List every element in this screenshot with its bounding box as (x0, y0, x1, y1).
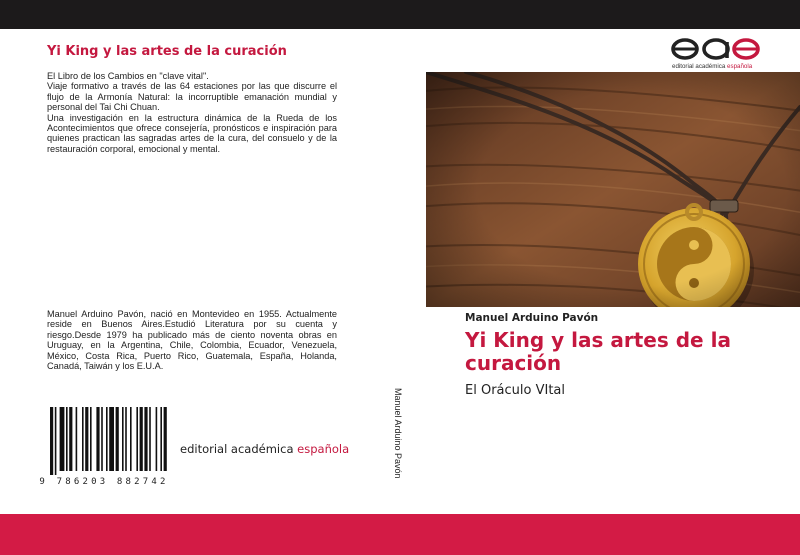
spine-author: Manuel Arduino Pavón (393, 388, 403, 479)
isbn-number: 9 786203 882742 (39, 477, 169, 487)
logo-caption-main: editorial académica (672, 63, 726, 70)
author-bio: Manuel Arduino Pavón, nació en Montevideo en 1955. Actualmente reside en Buenos Aires.Estudió Literatura por su cuenta y riesgo.Desde 1979 ha publicado más de ciento noventa obras en Uruguay, en la Argentina, Chile, Colombia, Ecuador, Venezuela, México, Costa Rica, Puerto Rico, Guatemala, España, Holanda, Canadá, Taiwán y los E.U.A. (47, 309, 337, 372)
back-publisher-name (180, 442, 349, 456)
publisher-name-main: editorial académica (180, 442, 294, 456)
front-author: Manuel Arduino Pavón (465, 312, 599, 324)
front-subtitle: El Oráculo VItal (465, 383, 565, 398)
logo-caption (672, 63, 752, 70)
cover-photo (426, 72, 800, 307)
publisher-name-accent: española (297, 442, 350, 456)
bottom-red-band (0, 514, 800, 555)
barcode-icon (38, 405, 170, 477)
blurb-paragraph: El Libro de los Cambios en "clave vital". (47, 71, 209, 81)
yin-yang-pendant-image (426, 72, 800, 307)
front-title: Yi King y las artes de la curación (465, 328, 731, 375)
isbn-barcode (38, 405, 170, 493)
blurb-paragraph: Una investigación en la estructura dinámica de la Rueda de los Acontecimientos que ofrece consejería, pronósticos e inspiración para quienes practican las sagradas artes de la cura, del consuelo y de la restauración corporal, emocional y mental. (47, 112, 337, 154)
eae-logo-icon (670, 36, 762, 76)
back-cover-title: Yi King y las artes de la curación (47, 44, 287, 59)
back-cover-blurb (47, 71, 337, 154)
top-dark-band (0, 0, 800, 29)
blurb-paragraph: Viaje formativo a través de las 64 estaciones por las que discurre el flujo de la Armonía Natural: la incorruptible emanación mundial y personal del Tai Chi Chuan. (47, 81, 337, 113)
logo-caption-accent: española (727, 63, 753, 70)
